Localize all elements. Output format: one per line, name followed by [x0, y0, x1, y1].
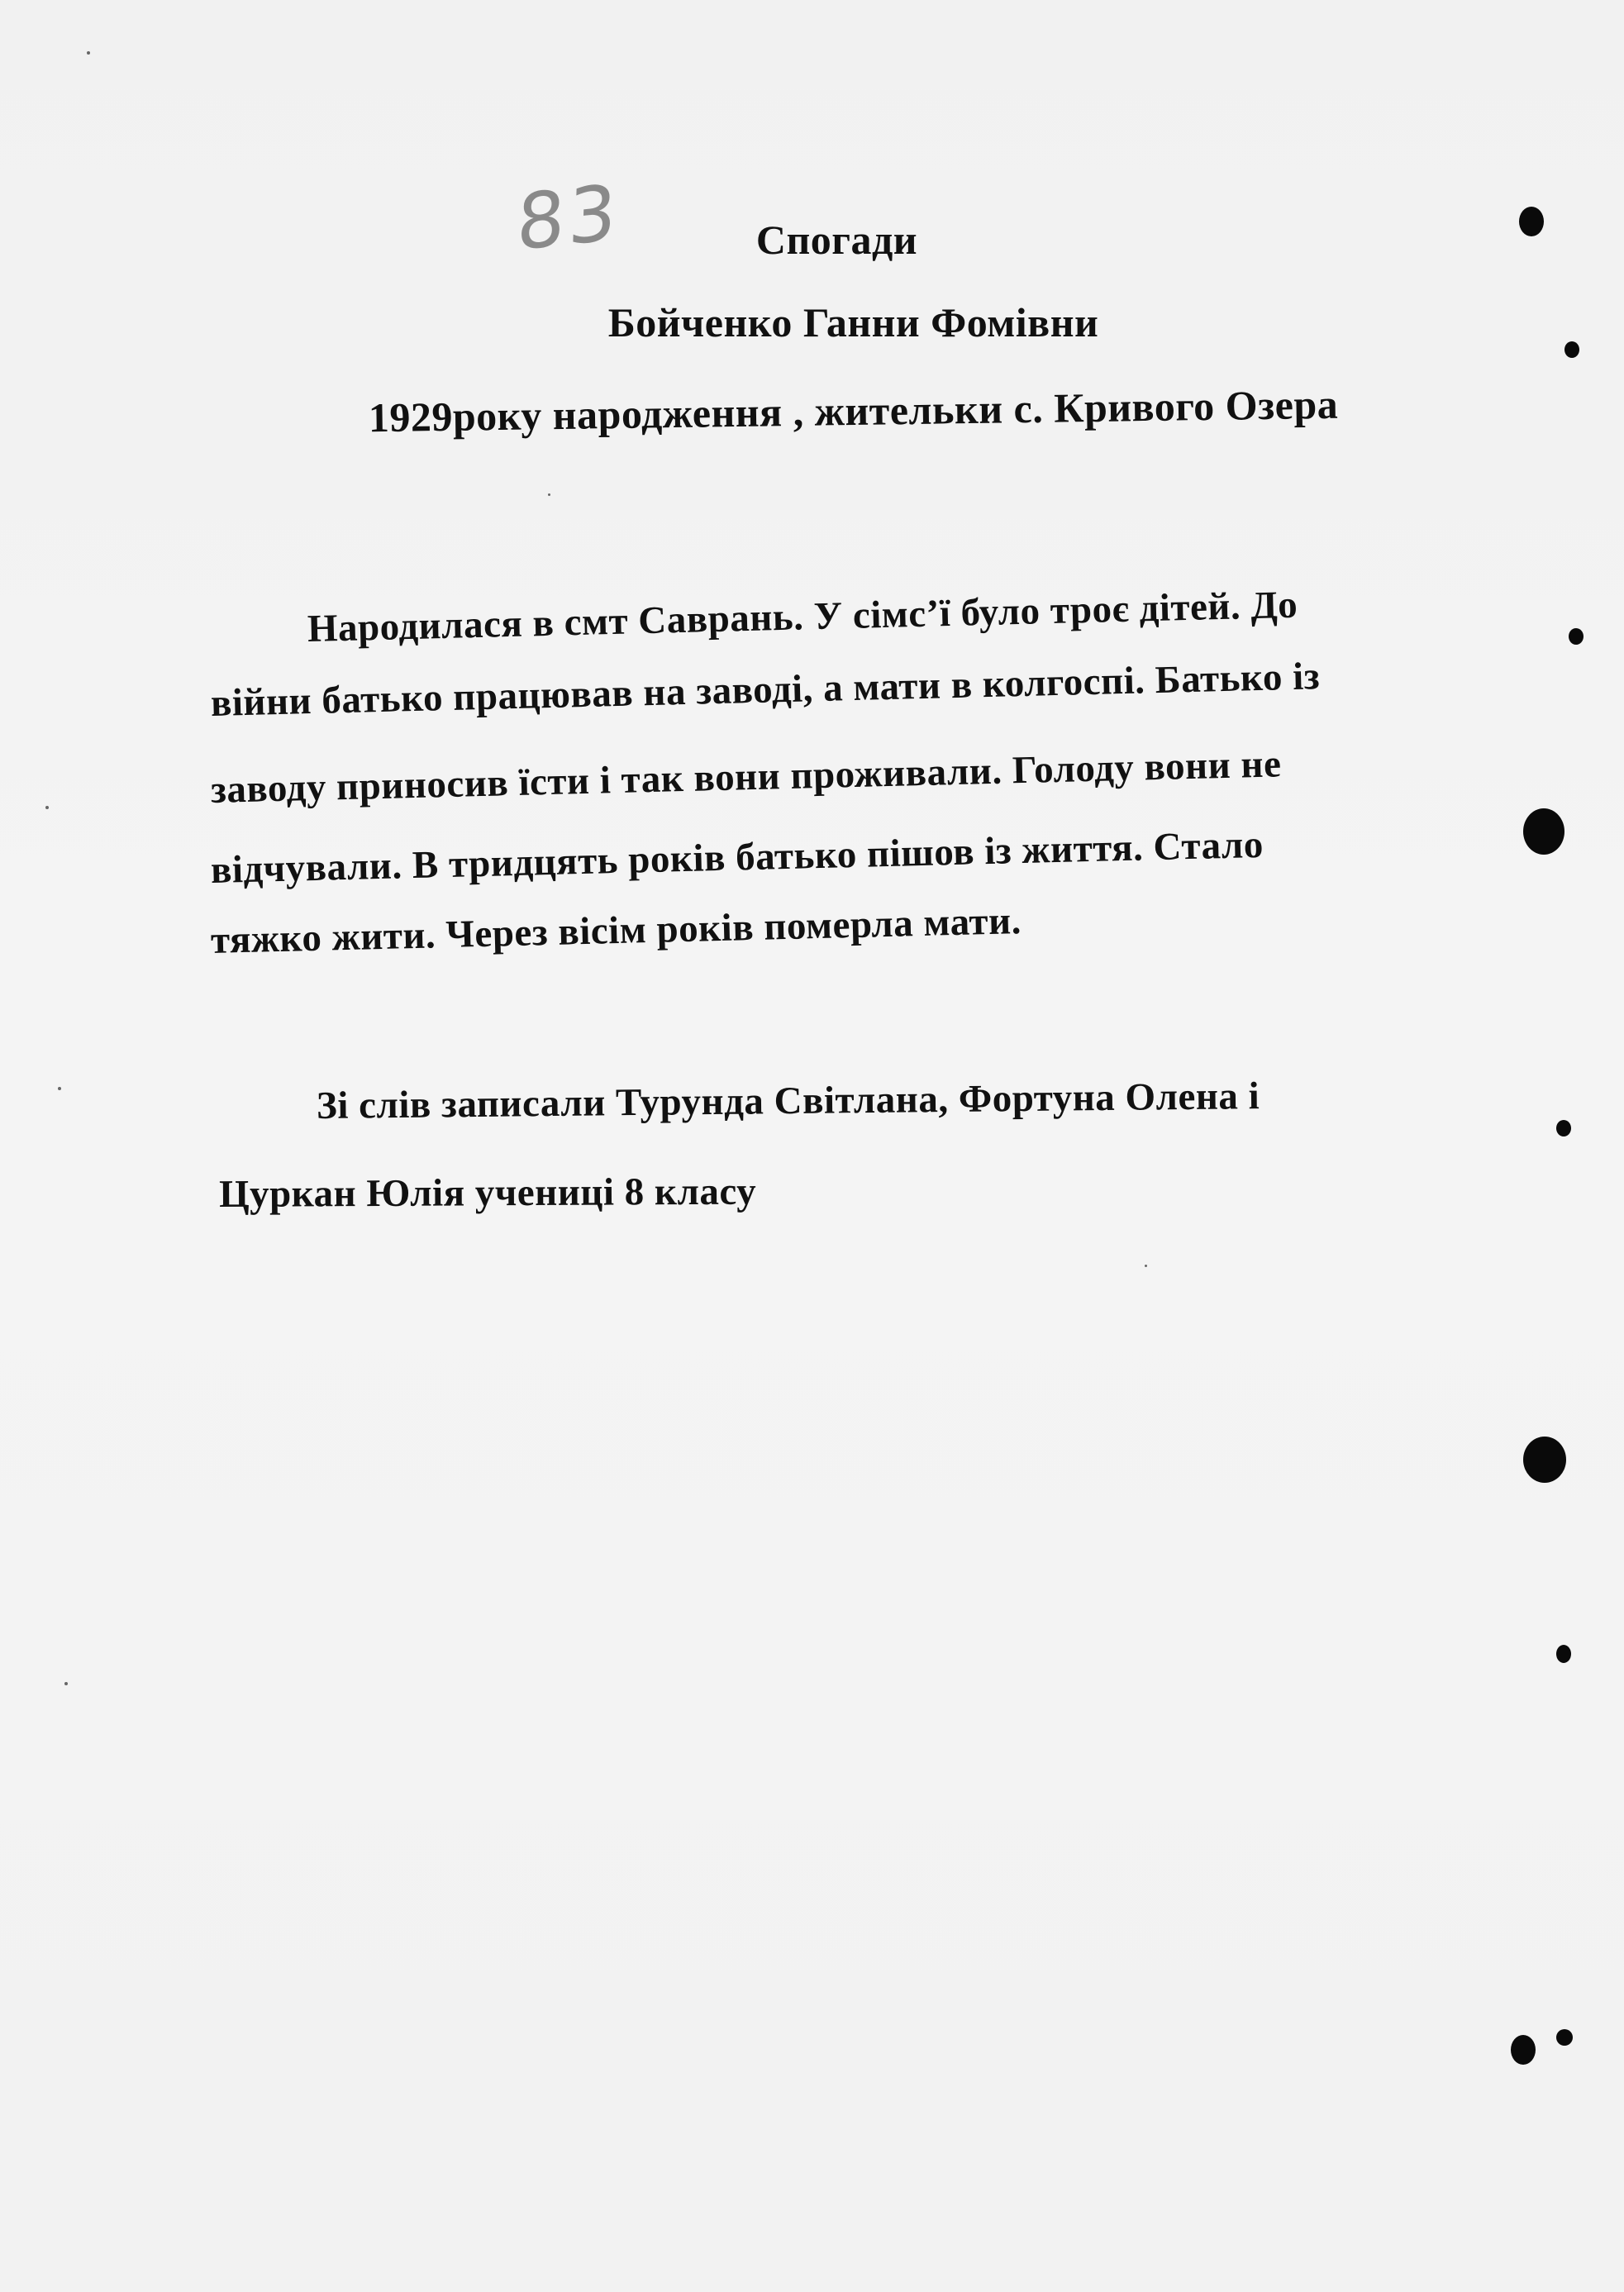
scan-speck — [45, 806, 49, 809]
punch-hole — [1511, 2035, 1536, 2065]
punch-hole — [1519, 207, 1544, 236]
paragraph-line: війни батько працював на заводі, а мати в колгоспі. Батько із — [210, 655, 1321, 725]
handwritten-page-number: 83 — [515, 167, 622, 269]
punch-hole — [1564, 341, 1579, 358]
punch-hole — [1556, 1120, 1571, 1136]
scan-speck — [87, 51, 90, 55]
paragraph-line: Народилася в смт Саврань. У сімс’ї було троє дітей. До — [307, 583, 1298, 650]
document-subject: Бойченко Ганни Фомівни — [607, 299, 1099, 345]
punch-hole — [1523, 808, 1564, 855]
credits-line: Цуркан Юлія учениці 8 класу — [218, 1170, 757, 1216]
credits-line: Зі слів записали Турунда Світлана, Фортуна Олена і — [316, 1075, 1260, 1127]
punch-hole — [1556, 2029, 1573, 2046]
scan-speck — [64, 1682, 68, 1685]
scan-speck — [58, 1087, 61, 1090]
document-title: Спогади — [755, 217, 918, 263]
scan-speck — [548, 493, 550, 496]
punch-hole — [1556, 1645, 1571, 1663]
paragraph-line: заводу приносив їсти і так вони проживали. Голоду вони не — [210, 742, 1282, 812]
paragraph-line: тяжко жити. Через вісім років померла мати. — [210, 899, 1022, 962]
document-birth-line: 1929року народження , жительки с. Кривого Озера — [368, 380, 1339, 441]
punch-hole — [1523, 1437, 1566, 1483]
scan-speck — [1145, 1265, 1147, 1267]
punch-hole — [1569, 628, 1584, 645]
paragraph-line: відчували. В тридцять років батько пішов із життя. Стало — [210, 822, 1264, 892]
